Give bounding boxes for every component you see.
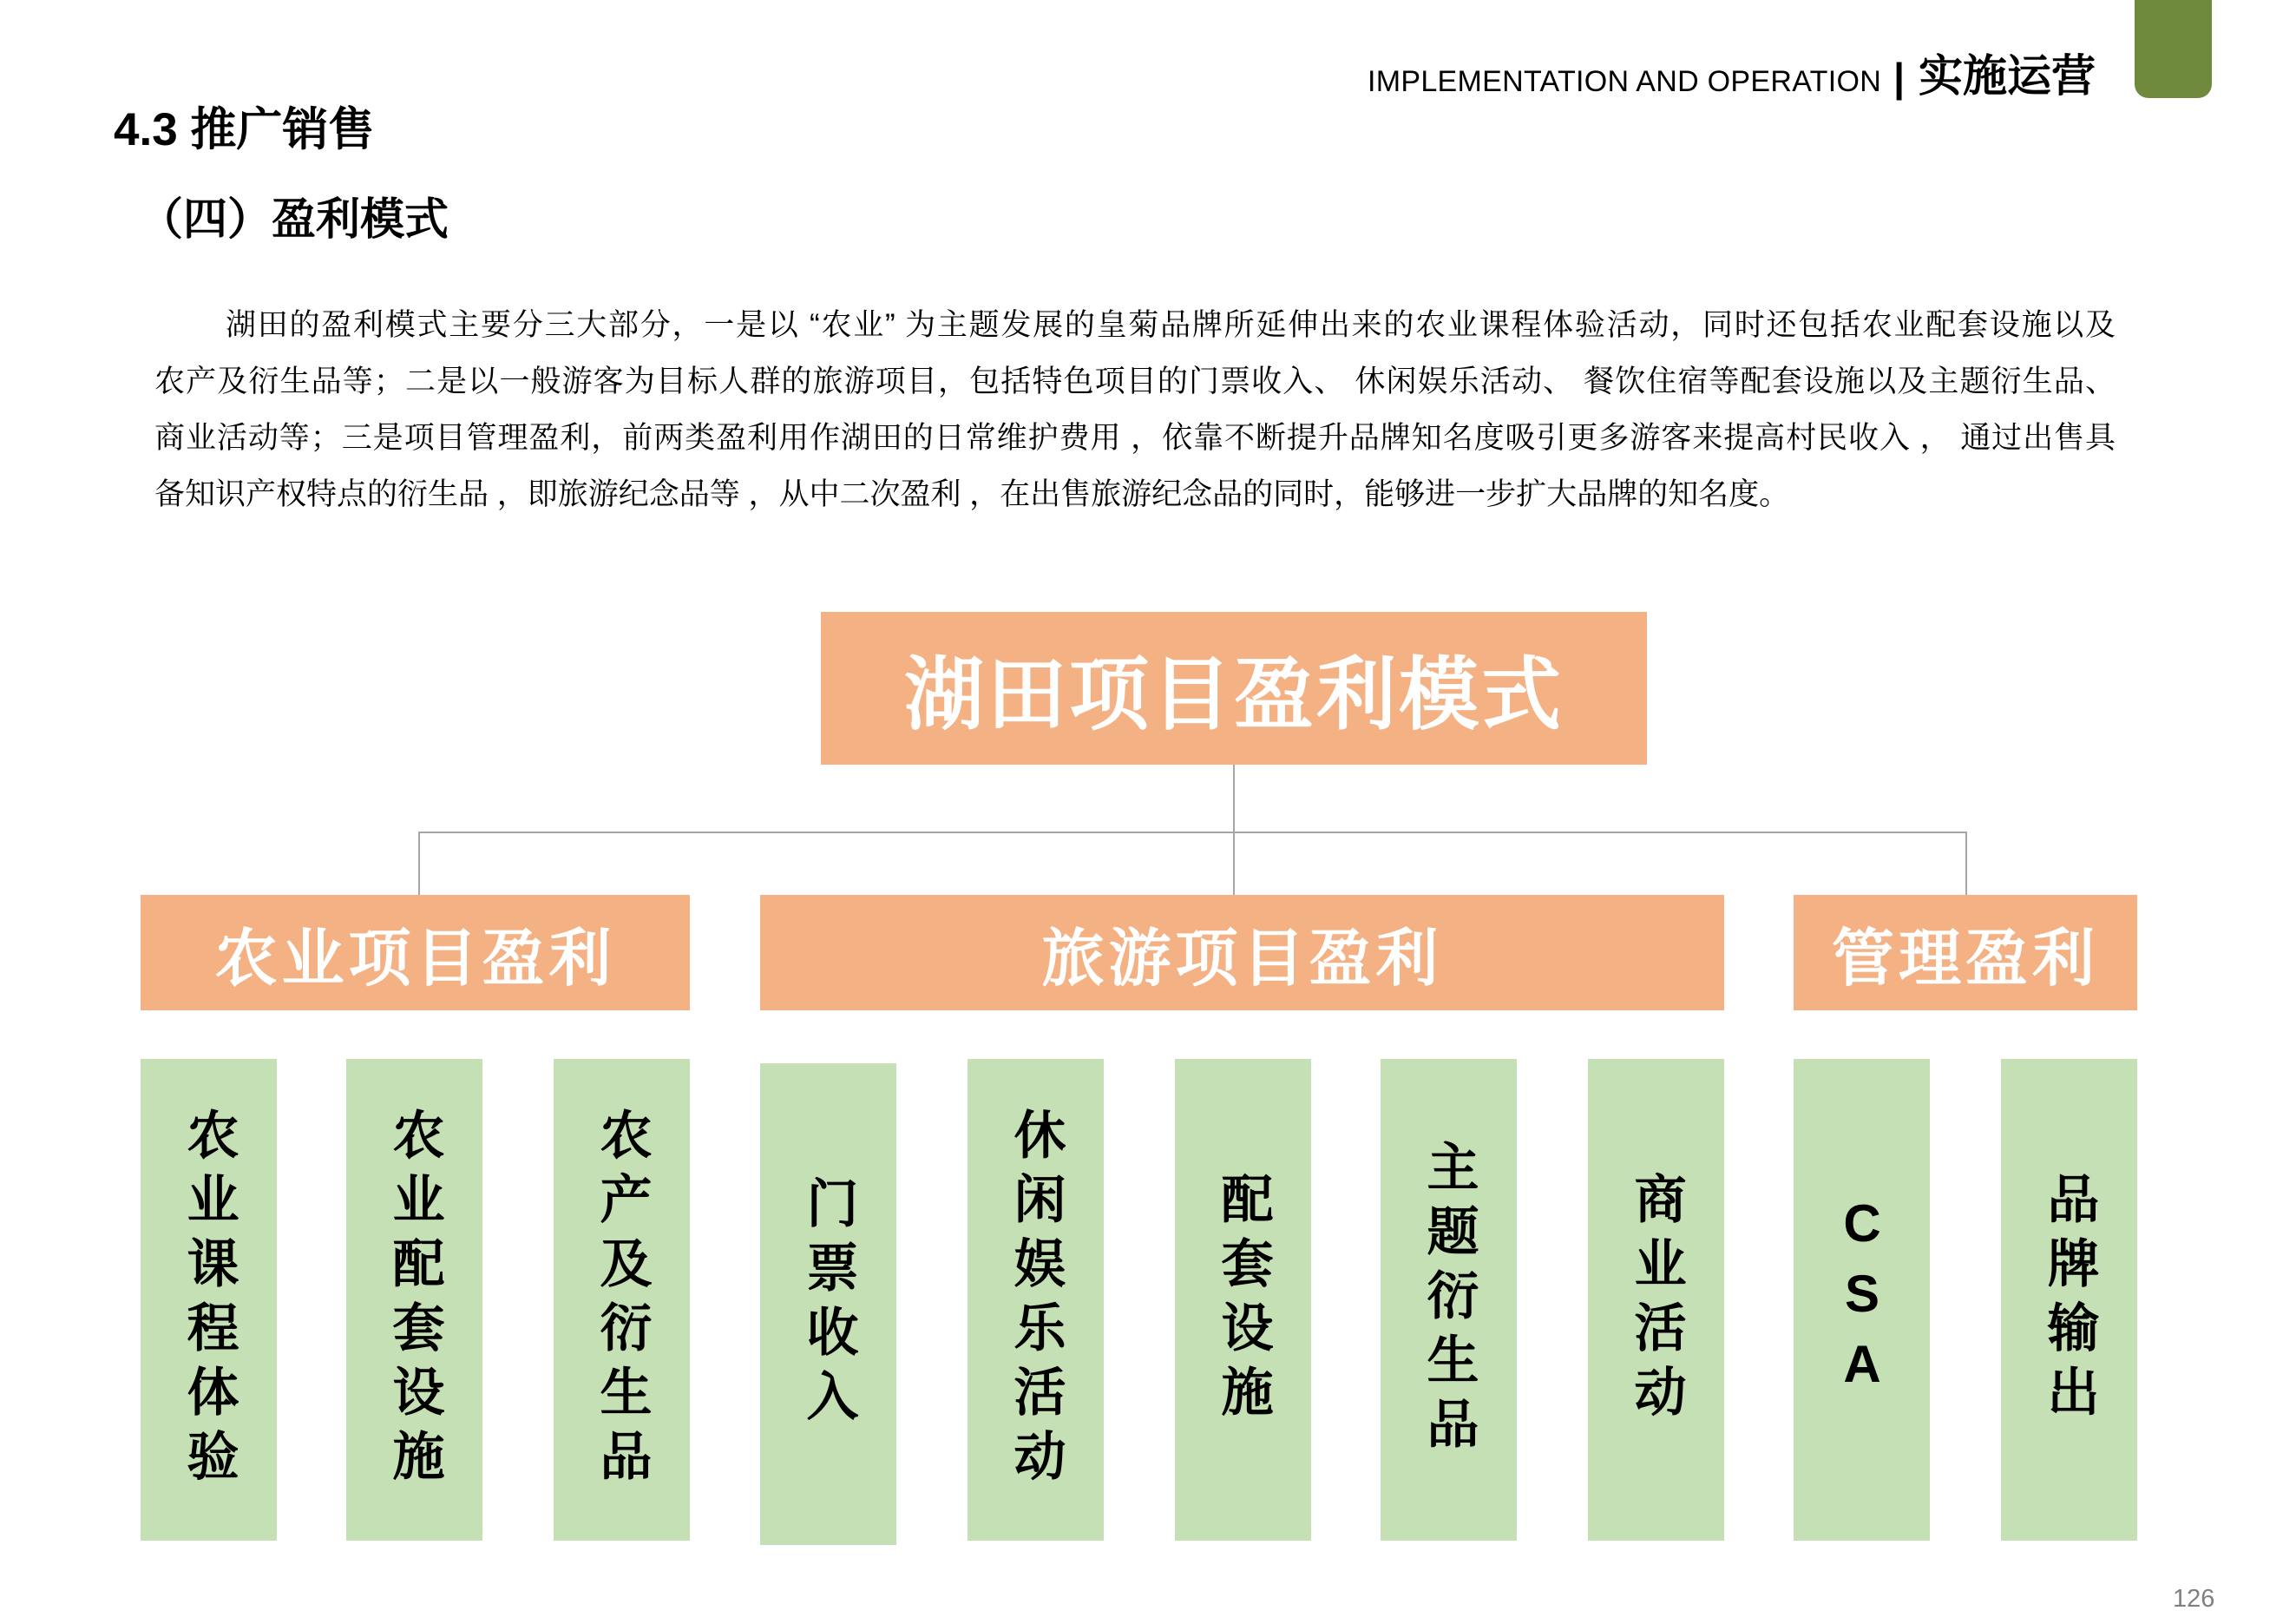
header-chinese-title: 实施运营 [1918, 51, 2096, 101]
leaf-box [760, 1063, 896, 1545]
header-english-title: IMPLEMENTATION AND OPERATION [1367, 65, 1882, 98]
leaf-label: 配套设施 [1214, 1171, 1273, 1429]
connector-right [1965, 832, 1967, 895]
leaf-label: 门票收入 [799, 1175, 858, 1433]
leaf-label: 农产及衍生品 [593, 1107, 652, 1493]
running-header [1368, 49, 2096, 104]
page-number: 126 [2173, 1585, 2215, 1613]
header-separator: | [1893, 55, 1905, 100]
leaf-box [1381, 1059, 1517, 1541]
subsection-title: （四）盈利模式 [139, 194, 449, 244]
diagram-root-box: 湖田项目盈利模式 [821, 612, 1647, 765]
leaf-box [2001, 1059, 2137, 1541]
connector-left [418, 832, 420, 895]
paragraph-line: 商业活动等；三是项目管理盈利，前两类盈利用作湖田的日常维护费用 ，依靠不断提升品牌知名度吸引更多游客来提高村民收入 ， 通过出售具 [154, 421, 2116, 455]
leaf-box [1175, 1059, 1311, 1541]
paragraph-line: 湖田的盈利模式主要分三大部分，一是以 “农业” 为主题发展的皇菊品牌所延伸出来的农业课程体验活动，同时还包括农业配套设施以及 [226, 308, 2116, 342]
leaf-label: 农业课程体验 [180, 1107, 239, 1493]
leaf-box [346, 1059, 482, 1541]
leaf-label: 休闲娱乐活动 [1007, 1107, 1066, 1493]
body-paragraph [154, 297, 2116, 523]
leaf-label: CSA [1833, 1194, 1892, 1405]
leaf-box [1588, 1059, 1724, 1541]
paragraph-line: 农产及衍生品等；二是以一般游客为目标人群的旅游项目，包括特色项目的门票收入、 休闲娱乐活动、 餐饮住宿等配套设施以及主题衍生品、 [154, 365, 2116, 398]
chapter-tab [2135, 0, 2212, 98]
leaf-box [1794, 1059, 1930, 1541]
leaf-label: 农业配套设施 [385, 1107, 444, 1493]
branch-management-box: 管理盈利 [1794, 895, 2137, 1010]
connector-horizontal [418, 832, 1967, 833]
branch-tourism-box: 旅游项目盈利 [760, 895, 1724, 1010]
leaf-box [554, 1059, 690, 1541]
leaf-label: 商业活动 [1627, 1171, 1686, 1429]
leaf-box [141, 1059, 277, 1541]
leaf-label: 品牌输出 [2040, 1171, 2099, 1429]
leaf-label: 主题衍生品 [1420, 1139, 1479, 1461]
paragraph-line: 备知识产权特点的衍生品 ，即旅游纪念品等 ，从中二次盈利 ，在出售旅游纪念品的同时，能够进一步扩大品牌的知名度。 [154, 477, 1790, 511]
leaf-box [968, 1059, 1104, 1541]
section-title: 4.3 推广销售 [114, 104, 375, 155]
branch-agriculture-box: 农业项目盈利 [141, 895, 690, 1010]
connector-root [1233, 765, 1235, 895]
